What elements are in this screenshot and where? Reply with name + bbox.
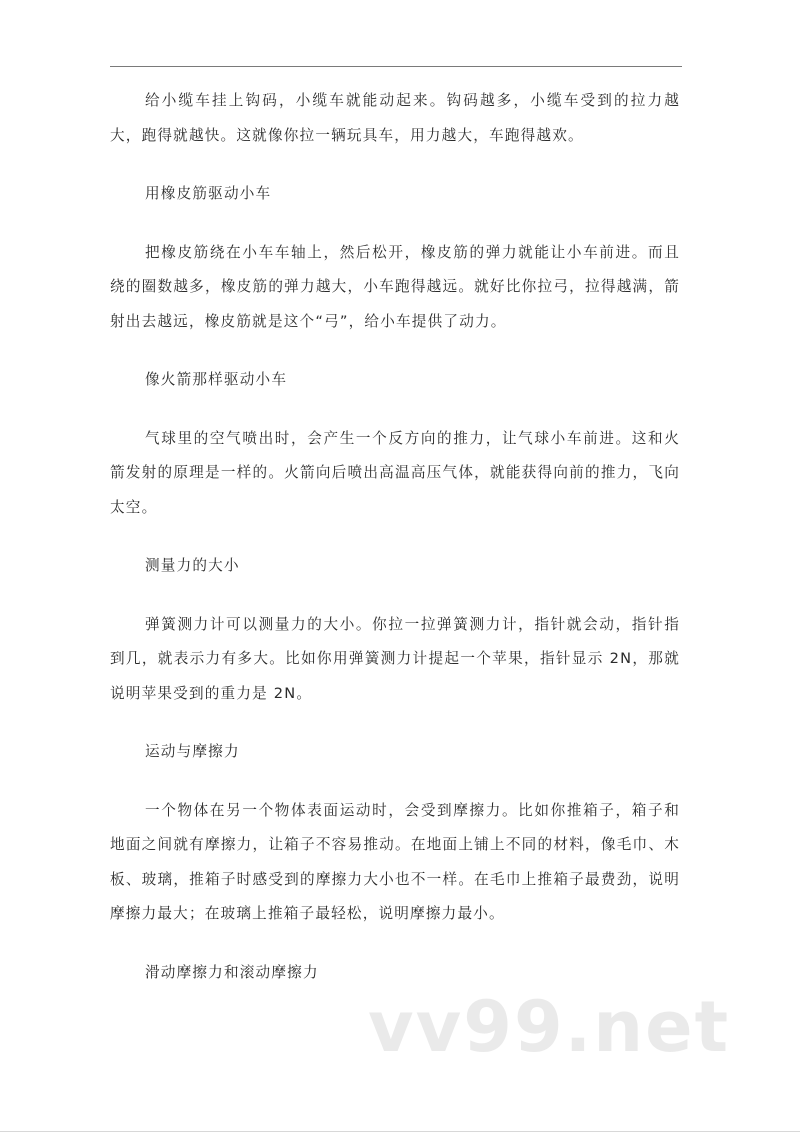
section-heading-sliding-rolling: 滑动摩擦力和滚动摩擦力 xyxy=(145,963,319,981)
watermark-logo: vv99.net xyxy=(368,986,731,1068)
section-heading-measure-force: 测量力的大小 xyxy=(145,557,240,574)
paragraph-friction: 一个物体在另一个物体表面运动时，会受到摩擦力。比如你推箱子，箱子和地面之间就有摩擦力，让箱子不容易推动。在地面上铺上不同的材料，像毛巾、木板、玻璃，推箱子时感受到的摩擦力大小也不一样。在毛巾上推箱子最费劲，说明摩擦力最大；在玻璃上推箱子最轻松，说明摩擦力最小。 xyxy=(110,801,680,922)
header-rule xyxy=(110,66,682,67)
paragraph-spring-scale: 弹簧测力计可以测量力的大小。你拉一拉弹簧测力计，指针就会动，指针指到几，就表示力有多大。比如你用弹簧测力计提起一个苹果，指针显示 2N，那就说明苹果受到的重力是 2N。 xyxy=(110,615,680,702)
section-heading-rocket: 像火箭那样驱动小车 xyxy=(145,371,288,388)
paragraph-balloon-rocket: 气球里的空气喷出时，会产生一个反方向的推力，让气球小车前进。这和火箭发射的原理是一样的。火箭向后喷出高温高压气体，就能获得向前的推力，飞向太空。 xyxy=(110,429,680,516)
page-bottom-edge xyxy=(0,1131,800,1132)
document-body xyxy=(110,84,680,990)
paragraph-rubber-band: 把橡皮筋绕在小车车轴上，然后松开，橡皮筋的弹力就能让小车前进。而且绕的圈数越多，橡皮筋的弹力越大，小车跑得越远。就好比你拉弓，拉得越满，箭射出去越远，橡皮筋就是这个“弓”，给小车提供了动力。 xyxy=(110,243,680,330)
paragraph-cable-car: 给小缆车挂上钩码，小缆车就能动起来。钩码越多，小缆车受到的拉力越大，跑得就越快。这就像你拉一辆玩具车，用力越大，车跑得越欢。 xyxy=(110,92,680,144)
section-heading-rubber-band: 用橡皮筋驱动小车 xyxy=(145,185,272,202)
section-heading-friction: 运动与摩擦力 xyxy=(145,743,240,760)
